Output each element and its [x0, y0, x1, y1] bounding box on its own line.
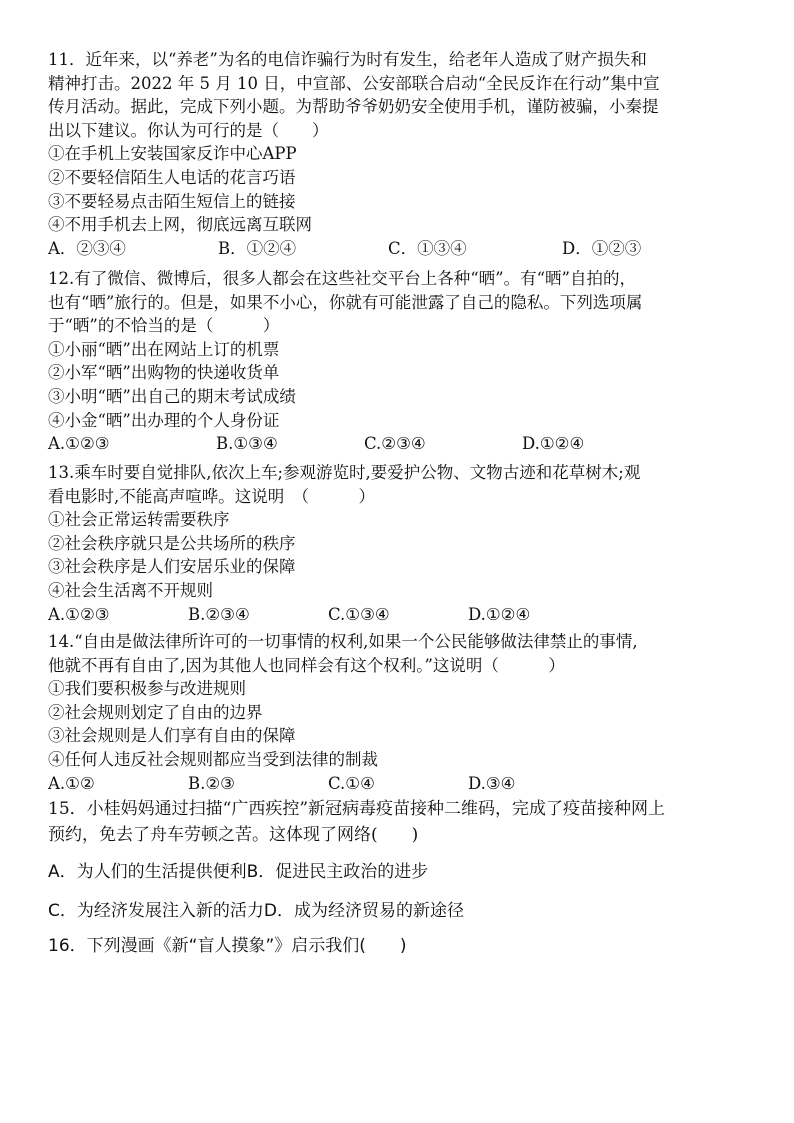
option-d[interactable]: D．成为经济贸易的新途径 [263, 900, 464, 921]
question-12-item: ②小军“晒”出购物的快递收货单 [48, 363, 280, 383]
option-c[interactable]: C．为经济发展注入新的活力 [48, 900, 264, 921]
question-12-stem-line: 也有“晒”旅行的。但是，如果不小心，你就有可能泄露了自己的隐私。下列选项属 [48, 292, 643, 312]
option-b[interactable]: B.②③ [188, 773, 235, 793]
question-11-stem-line: 11．近年来，以“养老”为名的电信诈骗行为时有发生，给老年人造成了财产损失和 [48, 50, 647, 69]
question-14-item: ④任何人违反社会规则都应当受到法律的制裁 [48, 749, 378, 769]
question-15-options-row-2 [48, 900, 760, 924]
question-13-stem-line: 13.乘车时要自觉排队,依次上车;参观游览时,要爱护公物、文物古迹和花草树木;观 [48, 463, 641, 482]
question-11-stem-line: 传月活动。据此，完成下列小题。为帮助爷爷奶奶安全使用手机，谨防被骗，小秦提 [48, 97, 659, 117]
question-11-item: ①在手机上安装国家反诈中心APP [48, 144, 297, 164]
option-b[interactable]: B.②③④ [188, 604, 250, 624]
question-12 [48, 267, 760, 456]
option-c[interactable]: C.②③④ [364, 434, 426, 454]
question-13-item: ④社会生活离不开规则 [48, 580, 213, 600]
question-12-stem-line: 12.有了微信、微博后，很多人都会在这些社交平台上各种“晒”。有“晒”自拍的， [48, 269, 636, 288]
question-14-stem-line: 14.“自由是做法律所许可的一切事情的权利,如果一个公民能够做法律禁止的事情, [48, 632, 638, 651]
question-12-item: ①小丽“晒”出在网站上订的机票 [48, 339, 280, 359]
question-12-item: ④小金“晒”出办理的个人身份证 [48, 410, 280, 430]
question-13-stem-line: 看电影时,不能高声喧哗。这说明 （ ） [48, 486, 375, 506]
question-11-item: ②不要轻信陌生人电话的花言巧语 [48, 167, 296, 187]
question-11-stem-line: 精神打击。2022 年 5 月 10 日，中宣部、公安部联合启动“全民反诈在行动”集中宣 [48, 73, 660, 93]
question-13-item: ②社会秩序就只是公共场所的秩序 [48, 533, 296, 553]
question-12-item: ③小明“晒”出自己的期末考试成绩 [48, 386, 296, 406]
option-d[interactable]: D.①②④ [468, 604, 531, 624]
option-b[interactable]: B．促进民主政治的进步 [246, 862, 429, 883]
option-a[interactable]: A．②③④ [48, 238, 126, 258]
question-14-item: ①我们要积极参与改进规则 [48, 679, 246, 699]
option-a[interactable]: A.①②③ [48, 434, 110, 454]
option-c[interactable]: C.①③④ [328, 604, 390, 624]
question-14-stem-line: 他就不再有自由了,因为其他人也同样会有这个权利。”这说明（ ） [48, 655, 565, 675]
question-12-stem-line: 于“晒”的不恰当的是（ ） [48, 316, 280, 336]
option-d[interactable]: D.③④ [468, 773, 516, 793]
question-15-stem-line: 15．小桂妈妈通过扫描“广西疾控”新冠病毒疫苗接种二维码，完成了疫苗接种网上 [48, 799, 666, 819]
question-15 [48, 798, 760, 923]
question-11-options [48, 237, 760, 261]
option-c[interactable]: C．①③④ [388, 238, 467, 258]
option-d[interactable]: D.①②④ [522, 434, 585, 454]
question-15-options-row-1 [48, 861, 760, 885]
question-11-item: ④不用手机去上网，彻底远离互联网 [48, 215, 312, 235]
question-11 [48, 48, 760, 260]
option-c[interactable]: C.①④ [328, 773, 375, 793]
question-12-options [48, 432, 760, 456]
question-13-item: ③社会秩序是人们安居乐业的保障 [48, 557, 296, 577]
question-15-stem-line: 预约，免去了舟车劳顿之苦。这体现了网络( ) [48, 824, 419, 845]
question-11-stem-line: 出以下建议。你认为可行的是（ ） [48, 120, 329, 140]
question-11-item: ③不要轻易点击陌生短信上的链接 [48, 191, 296, 211]
question-14 [48, 630, 760, 795]
question-13 [48, 461, 760, 626]
option-a[interactable]: A．为人们的生活提供便利 [48, 862, 247, 883]
question-13-options [48, 603, 760, 627]
question-14-item: ②社会规则划定了自由的边界 [48, 702, 263, 722]
question-16 [48, 935, 760, 959]
option-a[interactable]: A.①② [48, 773, 95, 793]
option-b[interactable]: B.①③④ [216, 434, 278, 454]
question-14-options [48, 772, 760, 796]
question-13-item: ①社会正常运转需要秩序 [48, 510, 230, 530]
option-d[interactable]: D．①②③ [562, 238, 642, 258]
option-b[interactable]: B．①②④ [218, 238, 297, 258]
question-14-item: ③社会规则是人们享有自由的保障 [48, 726, 296, 746]
question-16-stem: 16．下列漫画《新“盲人摸象”》启示我们( ) [48, 936, 407, 956]
option-a[interactable]: A.①②③ [48, 604, 110, 624]
